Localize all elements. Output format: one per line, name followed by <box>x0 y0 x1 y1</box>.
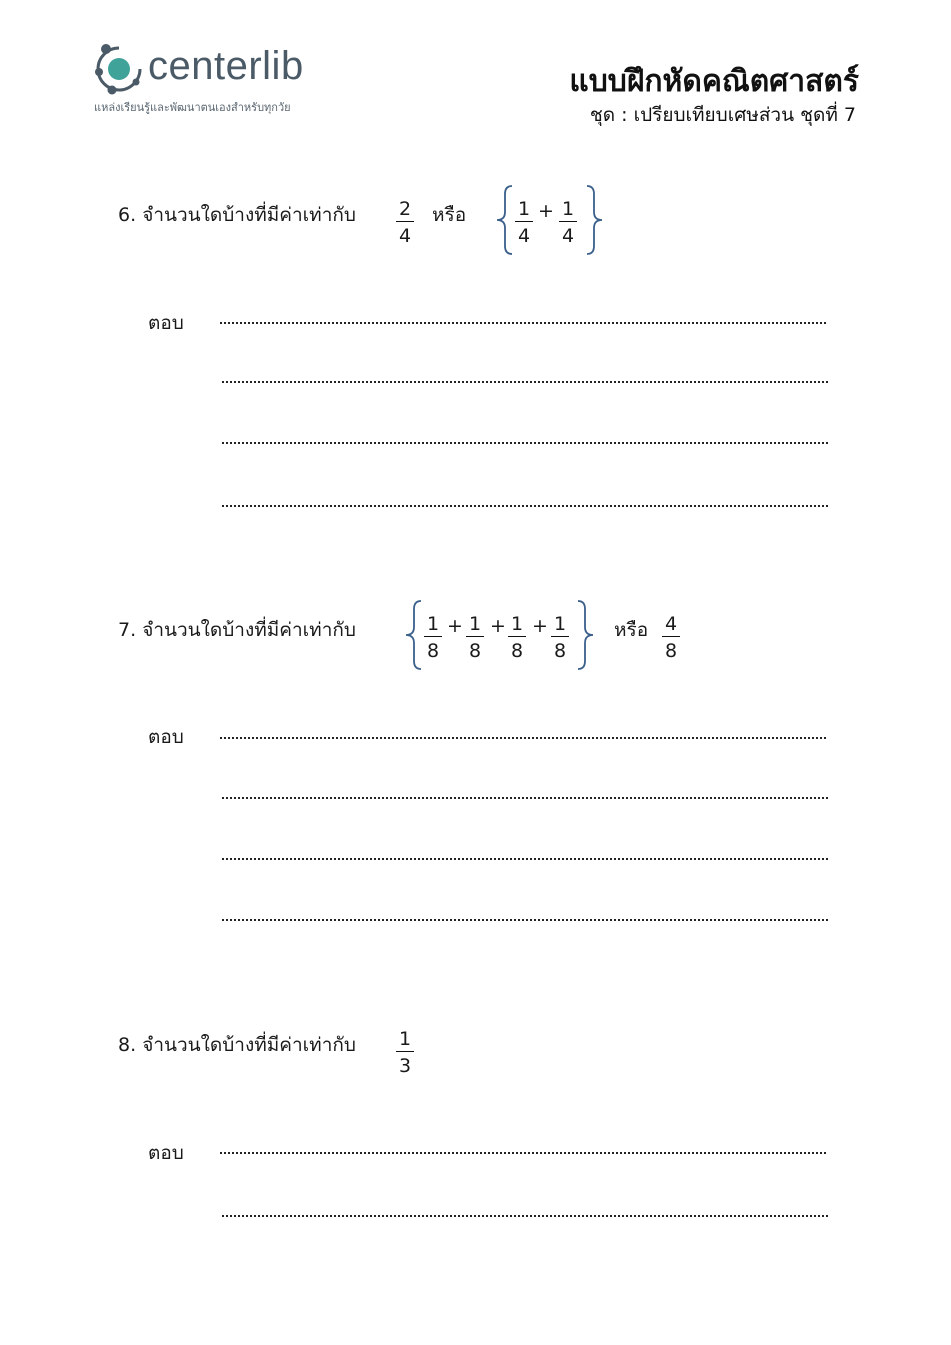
fraction-numerator: 1 <box>515 200 533 222</box>
right-brace-icon <box>574 599 596 671</box>
fraction-denominator: 8 <box>664 640 678 662</box>
answer-line[interactable] <box>220 737 826 739</box>
question-number: 8. <box>118 1034 137 1056</box>
answer-line[interactable] <box>222 919 828 921</box>
answer-line[interactable] <box>220 322 826 324</box>
answer-line[interactable] <box>220 1152 826 1154</box>
fraction <box>551 615 569 661</box>
fraction <box>396 200 414 246</box>
answer-line[interactable] <box>222 858 828 860</box>
fraction <box>396 1030 414 1076</box>
fraction-numerator: 1 <box>466 615 484 637</box>
fraction-numerator: 2 <box>396 200 414 222</box>
question-prompt: จำนวนใดบ้างที่มีค่าเท่ากับ <box>142 619 356 641</box>
fraction-denominator: 8 <box>426 640 440 662</box>
answer-line[interactable] <box>222 505 828 507</box>
fraction-denominator: 4 <box>517 225 531 247</box>
right-brace-icon <box>583 184 605 256</box>
fraction <box>515 200 533 246</box>
fraction-denominator: 8 <box>510 640 524 662</box>
question-number: 6. <box>118 204 137 226</box>
fraction <box>424 615 442 661</box>
page-title: แบบฝึกหัดคณิตศาสตร์ <box>569 64 859 99</box>
fraction <box>508 615 526 661</box>
or-label: หรือ <box>614 619 649 641</box>
logo-tagline: แหล่งเรียนรู้และพัฒนาตนเองสำหรับทุกวัย <box>94 101 291 114</box>
logo <box>92 42 342 122</box>
question-prompt: จำนวนใดบ้างที่มีค่าเท่ากับ <box>142 1034 356 1056</box>
answer-label: ตอบ <box>148 312 184 334</box>
left-brace-icon <box>494 184 516 256</box>
question-prompt: จำนวนใดบ้างที่มีค่าเท่ากับ <box>142 204 356 226</box>
plus-sign: + <box>490 615 506 637</box>
fraction-denominator: 8 <box>468 640 482 662</box>
fraction <box>466 615 484 661</box>
fraction-denominator: 4 <box>398 225 412 247</box>
answer-label: ตอบ <box>148 726 184 748</box>
fraction-denominator: 4 <box>561 225 575 247</box>
plus-sign: + <box>538 200 554 222</box>
or-label: หรือ <box>432 204 467 226</box>
fraction-numerator: 1 <box>559 200 577 222</box>
left-brace-icon <box>403 599 425 671</box>
logo-text: centerlib <box>148 44 304 88</box>
plus-sign: + <box>532 615 548 637</box>
fraction-denominator: 3 <box>398 1055 412 1077</box>
fraction-numerator: 1 <box>396 1030 414 1052</box>
fraction-denominator: 8 <box>553 640 567 662</box>
question-number: 7. <box>118 619 137 641</box>
fraction <box>559 200 577 246</box>
fraction-numerator: 4 <box>662 615 680 637</box>
answer-line[interactable] <box>222 442 828 444</box>
logo-icon <box>92 42 148 98</box>
answer-label: ตอบ <box>148 1142 184 1164</box>
answer-line[interactable] <box>222 1215 828 1217</box>
fraction-numerator: 1 <box>424 615 442 637</box>
answer-line[interactable] <box>222 381 828 383</box>
answer-line[interactable] <box>222 797 828 799</box>
fraction <box>662 615 680 661</box>
page-subtitle: ชุด : เปรียบเทียบเศษส่วน ชุดที่ 7 <box>589 104 856 126</box>
plus-sign: + <box>447 615 463 637</box>
fraction-numerator: 1 <box>508 615 526 637</box>
fraction-numerator: 1 <box>551 615 569 637</box>
